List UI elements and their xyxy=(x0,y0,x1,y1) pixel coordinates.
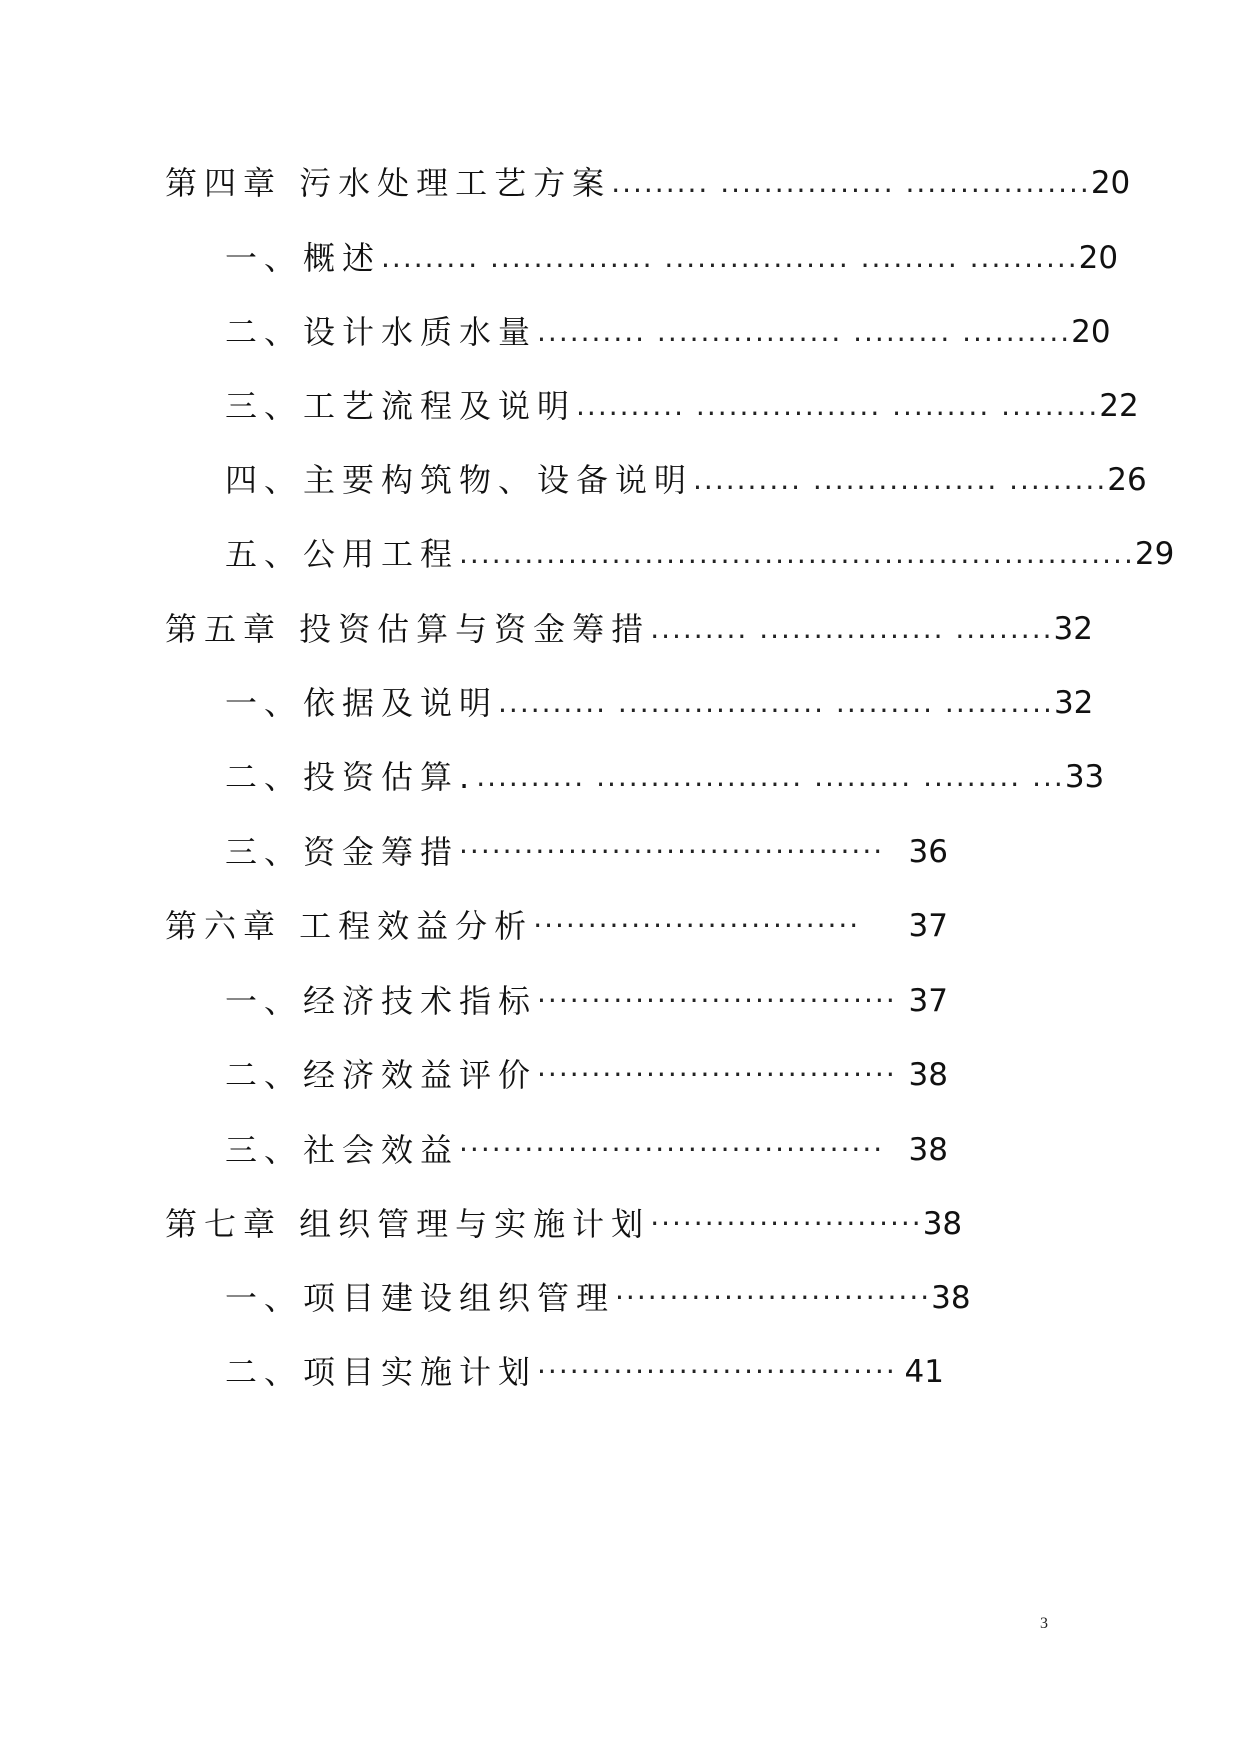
toc-entry-7-1[interactable] xyxy=(225,1273,971,1323)
toc-entry-label: 二、经济效益评价 xyxy=(225,1056,538,1094)
toc-leader-dots: .......... ................. ......... .......... xyxy=(537,315,1072,348)
toc-leader-dots: .......... ................... ......... .......... xyxy=(498,686,1054,719)
toc-entry-page: 26 xyxy=(1107,462,1147,498)
toc-leader-dots: ......... ................ ................. xyxy=(611,166,1091,199)
toc-leader-dots: .......... ................. ......... xyxy=(693,463,1108,496)
toc-leader-dots: ································· xyxy=(537,984,897,1017)
toc-entry-label: 二、项目实施计划 xyxy=(225,1353,538,1391)
toc-entry-label: 三、社会效益 xyxy=(225,1131,460,1169)
toc-leader-dots: ································· xyxy=(537,1355,897,1388)
toc-entry-label: 一、概述 xyxy=(225,239,382,277)
toc-entry-chapter-6[interactable] xyxy=(165,901,948,951)
toc-entry-4-2[interactable] xyxy=(225,307,1111,357)
toc-leader-dots: .......... ................... ......... ......... ... xyxy=(476,760,1065,793)
toc-leader-dots: ······································· xyxy=(459,1133,885,1166)
toc-leader-dots: ......... ................. ......... xyxy=(650,612,1054,645)
toc-entry-label: 第五章 投资估算与资金筹措 xyxy=(165,610,651,648)
toc-leader-dots: ································· xyxy=(537,1058,897,1091)
toc-leader-dots: ······························ xyxy=(533,909,861,942)
toc-entry-chapter-5[interactable] xyxy=(165,604,1093,654)
toc-entry-chapter-4[interactable] xyxy=(165,158,1131,208)
toc-entry-label: 第四章 污水处理工艺方案 xyxy=(165,164,612,202)
toc-entry-page: 20 xyxy=(1071,314,1111,350)
toc-entry-label: 五、公用工程 xyxy=(225,535,460,573)
toc-entry-4-4[interactable] xyxy=(225,455,1147,505)
toc-entry-6-3[interactable] xyxy=(225,1125,948,1175)
toc-entry-7-2[interactable] xyxy=(225,1347,944,1397)
toc-entry-6-2[interactable] xyxy=(225,1050,948,1100)
toc-entry-page: 32 xyxy=(1053,685,1094,721)
toc-entry-chapter-7[interactable] xyxy=(165,1199,963,1249)
toc-entry-page: 38 xyxy=(908,1132,948,1168)
toc-leader-dots: .......... ................. ......... ......... xyxy=(576,389,1100,422)
toc-leader-dots: .............................................................. xyxy=(459,537,1135,570)
toc-entry-label: 四、主要构筑物、设备说明 xyxy=(225,461,694,499)
page-number: 3 xyxy=(1040,1615,1048,1632)
toc-entry-4-5[interactable] xyxy=(225,529,1175,579)
toc-entry-label: 第六章 工程效益分析 xyxy=(165,907,534,945)
toc-leader-dots: ····························· xyxy=(615,1281,932,1314)
toc-entry-page: 41 xyxy=(904,1354,944,1390)
toc-entry-page: 29 xyxy=(1134,536,1175,572)
toc-entry-label: 二、投资估算. xyxy=(225,758,477,796)
toc-entry-page: 36 xyxy=(908,834,948,870)
toc-leader-dots: ······································· xyxy=(459,835,885,868)
toc-entry-page: 20 xyxy=(1078,240,1119,276)
toc-entry-6-1[interactable] xyxy=(225,976,948,1026)
toc-entry-label: 二、设计水质水量 xyxy=(225,313,538,351)
toc-entry-5-1[interactable] xyxy=(225,678,1094,728)
toc-leader-dots: ························· xyxy=(650,1207,923,1240)
toc-entry-page: 38 xyxy=(908,1057,948,1093)
toc-entry-page: 37 xyxy=(908,908,948,944)
toc-entry-label: 三、工艺流程及说明 xyxy=(225,387,577,425)
toc-leader-dots: ......... ............... ................. ......... .......... xyxy=(381,241,1079,274)
toc-entry-label: 一、经济技术指标 xyxy=(225,982,538,1020)
toc-entry-page: 38 xyxy=(922,1206,963,1242)
toc-entry-label: 三、资金筹措 xyxy=(225,833,460,871)
toc-entry-5-3[interactable] xyxy=(225,827,948,877)
toc-entry-label: 第七章 组织管理与实施计划 xyxy=(165,1205,651,1243)
toc-entry-4-1[interactable] xyxy=(225,233,1119,283)
toc-entry-page: 38 xyxy=(931,1280,971,1316)
toc-entry-page: 32 xyxy=(1053,611,1093,647)
toc-entry-label: 一、项目建设组织管理 xyxy=(225,1279,616,1317)
toc-entry-page: 37 xyxy=(908,983,948,1019)
toc-entry-5-2[interactable] xyxy=(225,752,1105,802)
toc-entry-page: 22 xyxy=(1099,388,1139,424)
toc-entry-label: 一、依据及说明 xyxy=(225,684,499,722)
toc-entry-4-3[interactable] xyxy=(225,381,1139,431)
toc-entry-page: 33 xyxy=(1064,759,1105,795)
toc-entry-page: 20 xyxy=(1090,165,1131,201)
